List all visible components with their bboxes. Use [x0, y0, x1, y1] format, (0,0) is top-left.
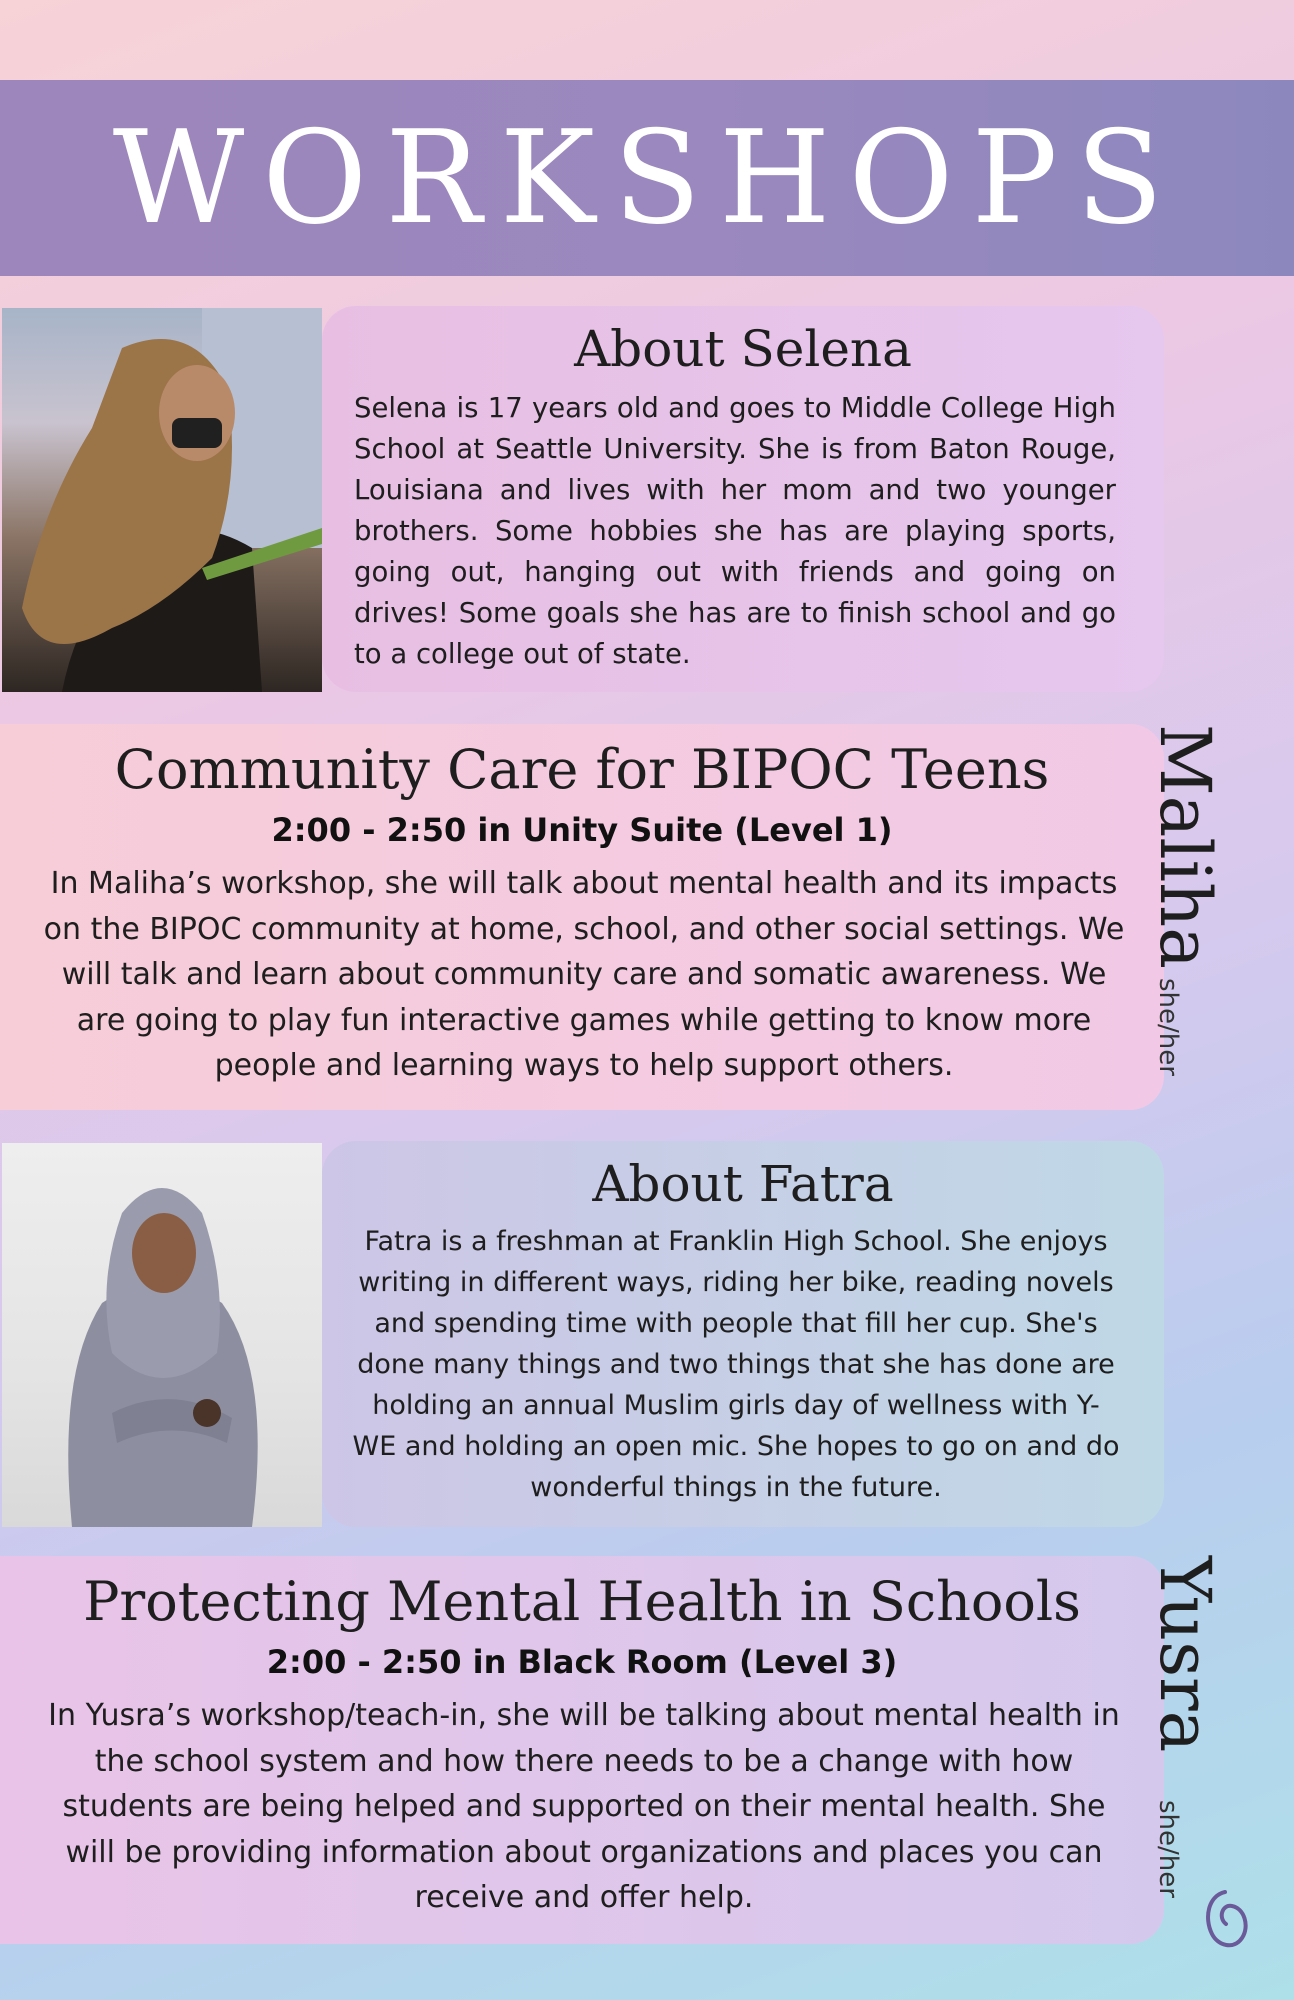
yusra-name: Yusra — [1144, 1556, 1226, 1753]
yusra-workshop-text: In Yusra’s workshop/teach-in, she will be talking about mental health in the school system and how there needs to be a change with how students are being helped and supported on their mental health. She will be providing information about organizations and places you can receive and offer help. — [48, 1698, 1120, 1915]
about-selena-title: About Selena — [574, 320, 912, 378]
selena-portrait-icon — [2, 308, 322, 692]
fatra-portrait-icon — [2, 1143, 322, 1527]
about-selena-card — [322, 306, 1164, 692]
maliha-pronouns: she/her — [1153, 978, 1183, 1076]
maliha-workshop-card — [0, 724, 1164, 1110]
maliha-name: Maliha — [1144, 724, 1226, 969]
about-fatra-title: About Fatra — [592, 1155, 894, 1213]
yusra-workshop-card — [0, 1556, 1164, 1944]
about-selena-text: Selena is 17 years old and goes to Middle College High School at Seattle University. She is from Baton Rouge, Louisiana and lives with her mom and two younger brothers. Some hobbies she has are playing sports, going out, hanging out with friends and going on drives! Some goals she has are to finish school and go to a college out of state. — [354, 392, 1116, 670]
maliha-workshop-title: Community Care for BIPOC Teens — [114, 738, 1050, 801]
yusra-workshop-title: Protecting Mental Health in Schools — [83, 1570, 1081, 1633]
fatra-photo — [2, 1143, 322, 1527]
maliha-workshop-text: In Maliha’s workshop, she will talk about mental health and its impacts on the BIPOC community at home, school, and other social settings. We will talk and learn about community care and somatic awareness. We are going to play fun interactive games while getting to know more people and learning ways to help support others. — [43, 866, 1125, 1083]
selena-photo — [2, 308, 322, 692]
header-banner — [0, 80, 1294, 276]
page-title: WORKSHOPS — [112, 103, 1182, 253]
yusra-pronouns: she/her — [1153, 1800, 1183, 1898]
about-fatra-card — [322, 1141, 1164, 1527]
brand-logo-icon — [1198, 1888, 1252, 1954]
about-fatra-text: Fatra is a freshman at Franklin High School. She enjoys writing in different ways, riding her bike, reading novels and spending time with people that fill her cup. She's done many things and two things that she has done are holding an annual Muslim girls day of wellness with Y-WE and holding an open mic. She hopes to go on and do wonderful things in the future. — [352, 1226, 1120, 1503]
maliha-workshop-time: 2:00 - 2:50 in Unity Suite (Level 1) — [271, 811, 893, 849]
yusra-workshop-time: 2:00 - 2:50 in Black Room (Level 3) — [266, 1643, 898, 1681]
